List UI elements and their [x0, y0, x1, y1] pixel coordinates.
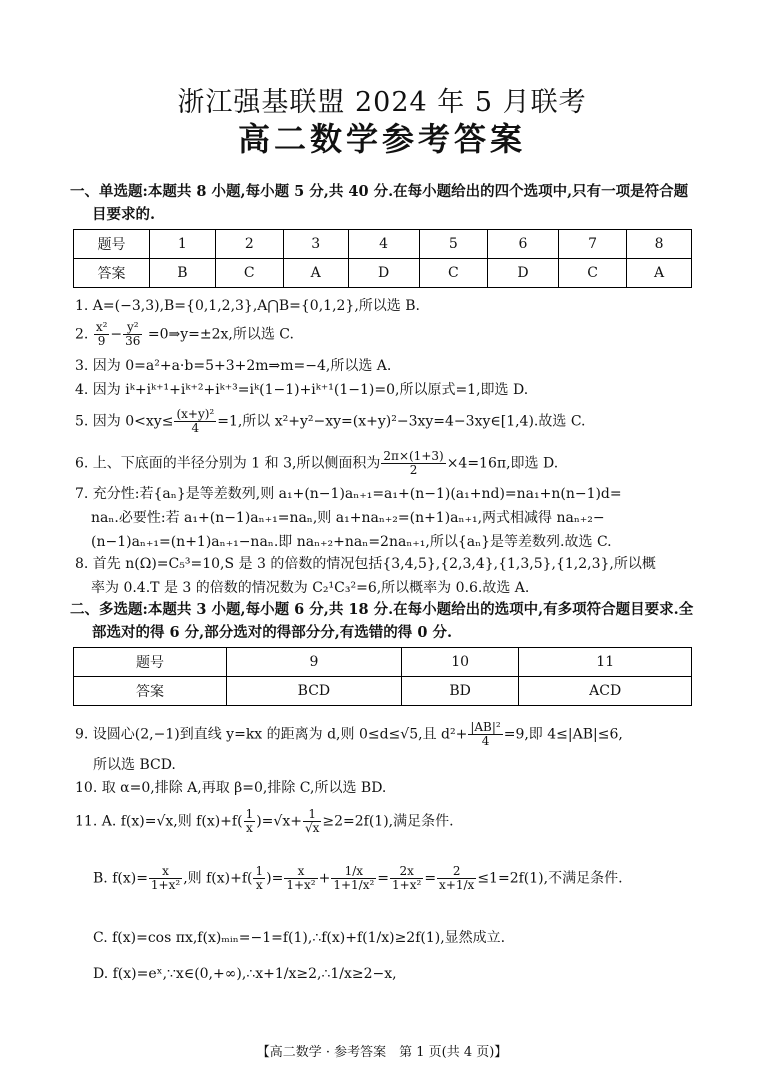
denominator: 9: [97, 334, 106, 348]
solution-5-rest: =1,所以 x²+y²−xy=(x+y)²−3xy=4−3xy∈[1,4).故选 C.: [217, 413, 586, 430]
solution-11b-prefix: B. f(x)=: [93, 870, 148, 887]
numerator: y²: [123, 321, 142, 335]
table-header-cell: 答案: [74, 259, 150, 288]
numerator: 1/x: [331, 865, 376, 879]
fraction-2-x1x: [437, 865, 476, 892]
solution-2-prefix: 2.: [75, 326, 89, 343]
table-cell: 9: [227, 648, 402, 677]
page-footer: 【高二数学 · 参考答案 第 1 页(共 4 页)】: [256, 1045, 508, 1060]
solution-9-rest: =9,即 4≤|AB|≤6,: [503, 726, 623, 743]
solution-5: [75, 408, 699, 435]
table-cell: BCD: [227, 677, 402, 706]
table-cell: 2: [215, 230, 283, 259]
solution-7: [75, 482, 699, 554]
solution-1: 1. A=(−3,3),B={0,1,2,3},A⋂B={0,1,2},所以选 B.: [75, 298, 420, 314]
solution-10: 10. 取 α=0,排除 A,再取 β=0,排除 C,所以选 BD.: [75, 780, 387, 796]
denominator: 1+x²: [286, 878, 316, 892]
denominator: 1+x²: [392, 878, 422, 892]
solution-9-line2: 所以选 BCD.: [93, 757, 176, 773]
solution-6: [75, 450, 699, 477]
numerator: x: [149, 865, 182, 879]
solution-8-line: 8. 首先 n(Ω)=C₅³=10,S 是 3 的倍数的情况包括{3,4,5},{2,3,4},{1,3,5},{1,2,3},所以概: [75, 556, 656, 572]
table-cell: 1: [150, 230, 216, 259]
section2-heading: 二、多选题:本题共 3 小题,每小题 6 分,共 18 分.在每小题给出的选项中,有多项符合题目要求.全部选对的得 6 分,部分选对的得部分分,有选错的得 0 分.: [70, 601, 694, 641]
solution-8-line: 率为 0.4.T 是 3 的倍数的情况数为 C₂¹C₃²=6,所以概率为 0.6.故选 A.: [91, 580, 530, 596]
solution-2-rest: =0⇒y=±2x,所以选 C.: [147, 326, 294, 343]
solution-11b-text: ,则 f(x)+f(: [183, 870, 253, 887]
table-cell: B: [150, 259, 216, 288]
solution-11b: [93, 865, 693, 892]
numerator: 1: [245, 807, 254, 821]
table-cell: 6: [487, 230, 558, 259]
solution-11b-text: =: [377, 870, 390, 887]
denominator: 1+x²: [150, 878, 181, 892]
table-header-cell: 题号: [74, 648, 227, 677]
numerator: (x+y)²: [176, 407, 215, 421]
fraction-x-1x2: [284, 865, 317, 892]
numerator: x: [284, 865, 317, 879]
multi-choice-answer-table: [73, 647, 692, 706]
table-cell: 3: [283, 230, 348, 259]
solution-7-line: 7. 充分性:若{aₙ}是等差数列,则 a₁+(n−1)aₙ₊₁=a₁+(n−1)(a₁+nd)=na₁+n(n−1)d=: [75, 486, 622, 502]
table-cell: D: [348, 259, 419, 288]
solution-11a-end: ≥2=2f(1),满足条件.: [322, 813, 454, 830]
fraction-1-sqrtx: [303, 808, 321, 835]
denominator: 2: [409, 463, 418, 477]
fraction-x-1x2: [149, 865, 182, 892]
table-header-cell: 题号: [74, 230, 150, 259]
table-cell: A: [283, 259, 348, 288]
denominator: x+1/x: [439, 878, 475, 892]
solution-7-line: (n−1)aₙ₊₁=(n+1)aₙ₊₁−naₙ.即 naₙ₊₂+naₙ=2naₙ₊₁,所以{aₙ}是等差数列.故选 C.: [91, 534, 612, 550]
table-cell: 4: [348, 230, 419, 259]
table-cell: 8: [627, 230, 692, 259]
exam-title: 浙江强基联盟 2024 年 5 月联考: [177, 87, 587, 118]
fraction-2x-1x2: [390, 865, 423, 892]
answer-title: 高二数学参考答案: [237, 120, 526, 158]
numerator: x²: [95, 320, 108, 334]
fraction-ab2-4: [468, 721, 502, 748]
table-cell: C: [559, 259, 627, 288]
table-cell: 5: [419, 230, 487, 259]
fraction-x2-9: [94, 321, 110, 348]
solution-11a: [75, 808, 699, 835]
numerator: |AB|²: [470, 720, 501, 734]
numerator: 1: [255, 864, 264, 878]
table-header-cell: 答案: [74, 677, 227, 706]
table-row: [74, 230, 692, 259]
denominator: √x: [304, 821, 320, 835]
denominator: 36: [125, 334, 141, 348]
solution-11b-text: +: [318, 870, 331, 887]
solution-4: 4. 因为 iᵏ+iᵏ⁺¹+iᵏ⁺²+iᵏ⁺³=iᵏ(1−1)+iᵏ⁺¹(1−1)=0,所以原式=1,即选 D.: [75, 382, 529, 398]
fraction-xy2-4: [174, 408, 216, 435]
fraction-1-x: [244, 808, 256, 835]
solution-11a-prefix: 11. A. f(x)=√x,则 f(x)+f(: [75, 813, 243, 830]
solution-5-prefix: 5. 因为 0<xy≤: [75, 413, 174, 430]
solution-9-prefix: 9. 设圆心(2,−1)到直线 y=kx 的距离为 d,则 0≤d≤√5,且 d²+: [75, 726, 468, 743]
solution-11b-end: ≤1=2f(1),不满足条件.: [477, 870, 623, 887]
table-cell: 10: [401, 648, 519, 677]
denominator: 4: [191, 421, 200, 435]
denominator: 4: [481, 734, 490, 748]
denominator: x: [255, 878, 263, 892]
table-row: [74, 259, 692, 288]
table-cell: A: [627, 259, 692, 288]
numerator: 2x: [390, 865, 423, 879]
solution-11c: C. f(x)=cos πx,f(x)ₘᵢₙ=−1=f(1),∴f(x)+f(1/x)≥2f(1),显然成立.: [93, 930, 506, 946]
table-row: [74, 648, 692, 677]
solution-11a-mid: )=√x+: [256, 813, 302, 830]
fraction-nested: [331, 865, 376, 892]
numerator: 1: [303, 808, 321, 822]
solution-11b-text: )=: [266, 870, 284, 887]
section1-heading: 一、单选题:本题共 8 小题,每小题 5 分,共 40 分.在每小题给出的四个选项中,只有一项是符合题目要求的.: [70, 183, 689, 223]
fraction-side-area: [381, 450, 445, 477]
solution-6-prefix: 6. 上、下底面的半径分别为 1 和 3,所以侧面积为: [75, 455, 381, 472]
solution-11b-text: =: [424, 870, 437, 887]
table-cell: D: [487, 259, 558, 288]
solution-9: [75, 721, 699, 748]
table-cell: C: [215, 259, 283, 288]
table-cell: BD: [401, 677, 519, 706]
table-cell: 11: [519, 648, 692, 677]
table-row: [74, 677, 692, 706]
solution-2: 2. $\frac{\text{x²}}{9}$ − $\frac{\text{y²}}{36}$ =0⇒y=±2x,所以选 C.: [75, 320, 294, 348]
solution-3: 3. 因为 0=a²+a·b=5+3+2m⇒m=−4,所以选 A.: [75, 358, 392, 374]
fraction-y2-36: [123, 321, 142, 348]
solution-7-line: naₙ.必要性:若 a₁+(n−1)aₙ₊₁=naₙ,则 a₁+naₙ₊₂=(n+1)aₙ₊₁,两式相减得 naₙ₊₂−: [91, 510, 605, 526]
single-choice-answer-table: [73, 229, 692, 288]
solution-6-rest: ×4=16π,即选 D.: [446, 455, 559, 472]
denominator: 1+1/x²: [333, 878, 375, 892]
numerator: 2π×(1+3): [383, 449, 444, 463]
denominator: x: [245, 821, 253, 835]
table-cell: 7: [559, 230, 627, 259]
table-cell: C: [419, 259, 487, 288]
fraction-1-x: [253, 865, 265, 892]
table-cell: ACD: [519, 677, 692, 706]
solution-8: [75, 552, 699, 600]
solution-11d: D. f(x)=eˣ,∵x∈(0,+∞),∴x+1/x≥2,∴1/x≥2−x,: [93, 966, 397, 982]
numerator: 2: [437, 865, 476, 879]
